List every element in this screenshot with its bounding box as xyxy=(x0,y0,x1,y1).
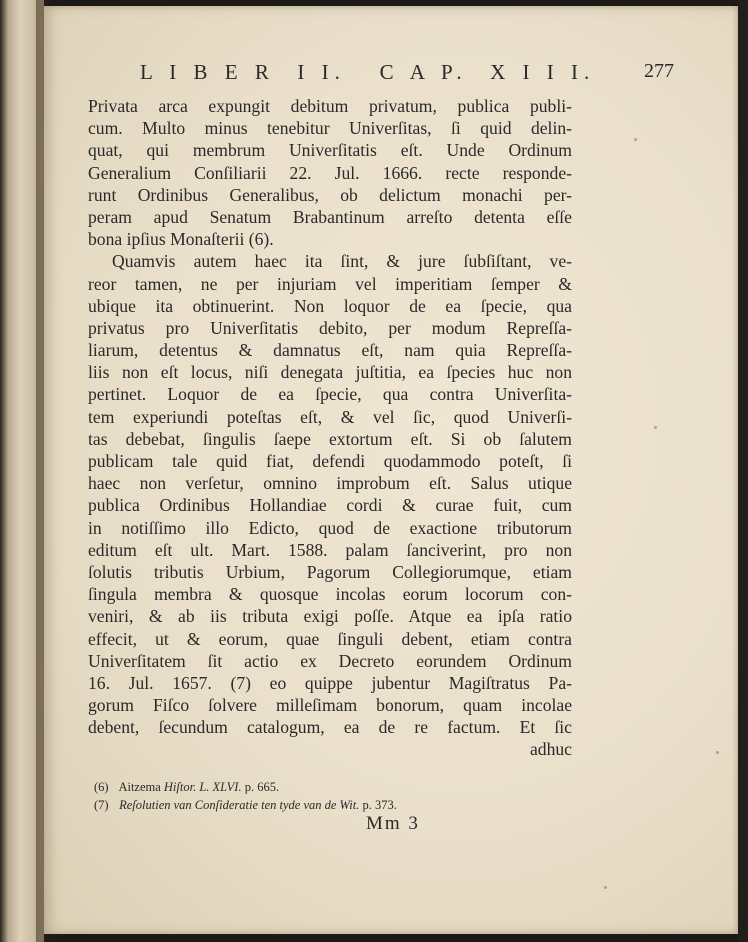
text-line: runt Ordinibus Generalibus, ob delictum monachi per- xyxy=(88,184,572,205)
text-line: veniri, & ab iis tributa exigi poſſe. Atque ea ipſa ratio xyxy=(88,606,572,627)
text-line: gorum Fiſco ſolvere milleſimam bonorum, quam incolae xyxy=(88,695,572,716)
paper-speck xyxy=(654,426,657,429)
text-line: peram apud Senatum Brabantinum arreſto detenta eſſe xyxy=(88,206,572,227)
text-line: pertinet. Loquor de ea ſpecie, qua contra Univerſita- xyxy=(88,384,572,405)
text-line: Generalium Conſiliarii 22. Jul. 1666. recte responde- xyxy=(88,162,572,183)
running-title: L I B E R I I. C A P. X I I I. xyxy=(140,60,596,84)
text-line: Univerſitatem ſit actio ex Decreto eorundem Ordinum xyxy=(88,650,572,671)
text-line: quat, qui membrum Univerſitatis eſt. Unde Ordinum xyxy=(88,140,572,161)
footnote-ref: p. 373. xyxy=(362,798,397,812)
footnote-number: (6) xyxy=(94,780,109,794)
catchword: adhuc xyxy=(529,739,572,760)
footnote-source: Reſolutien van Conſideratie ten tyde van de Wit. xyxy=(119,798,360,812)
text-line: 16. Jul. 1657. (7) eo quippe jubentur Magiſtratus Pa- xyxy=(88,672,572,693)
text-line: liis non eſt locus, niſi denegata juſtitia, ea ſpecies huc non xyxy=(88,362,572,383)
text-line: reor tamen, ne per injuriam vel imperitiam ſemper & xyxy=(88,273,572,294)
footnotes xyxy=(94,778,574,814)
running-header xyxy=(140,60,674,92)
text-line: in notiſſimo illo Edicto, quod de exactione tributorum xyxy=(88,517,572,538)
paper-speck xyxy=(716,751,719,754)
text-line: ubique ita obtinuerint. Non loquor de ea ſpecie, qua xyxy=(88,295,572,316)
text-line: tem experiundi poteſtas eſt, & vel ſic, quod Univerſi- xyxy=(88,406,572,427)
text-line: cum. Multo minus tenebitur Univerſitas, ſi quid delin- xyxy=(88,118,572,139)
paper-speck xyxy=(634,138,637,141)
text-line: tas debebat, ſingulis ſaepe extortum eſt. Si ob ſalutem xyxy=(88,428,572,449)
paper-speck xyxy=(604,886,607,889)
footnote xyxy=(94,796,574,814)
footnote-source: Hiſtor. L. XLVI. xyxy=(163,780,242,794)
text-line: editum eſt ult. Mart. 1588. palam ſanciverint, pro non xyxy=(88,539,572,560)
footnote-ref: p. 665. xyxy=(244,780,280,794)
book-page xyxy=(44,6,738,934)
footnote-author: Aitzema xyxy=(118,780,161,794)
footnote-number: (7) xyxy=(94,798,109,812)
text-line: bona ipſius Monaſterii (6). xyxy=(88,229,274,250)
text-line: debent, ſecundum catalogum, ea de re factum. Et ſic xyxy=(88,717,572,738)
right-page-edge xyxy=(738,0,748,942)
signature-mark: Mm 3 xyxy=(366,813,420,834)
text-line: publica Ordinibus Hollandiae cordi & curae fuit, cum xyxy=(88,495,572,516)
text-line: effecit, ut & eorum, quae ſinguli debent, etiam contra xyxy=(88,628,572,649)
body-text xyxy=(88,95,572,761)
text-line: liarum, detentus & damnatus eſt, nam quia Repreſſa- xyxy=(88,340,572,361)
text-line: haec non verſetur, omnino improbum eſt. Salus utique xyxy=(88,473,572,494)
text-line: privatus pro Univerſitatis debito, per modum Repreſſa- xyxy=(88,317,572,338)
footnote xyxy=(94,778,574,796)
text-line: publicam tale quid fiat, defendi quodammodo poteſt, ſi xyxy=(88,451,572,471)
page-number: 277 xyxy=(644,60,674,82)
text-line: ſolutis tributis Urbium, Pagorum Collegiorumque, etiam xyxy=(88,561,572,582)
text-line: Privata arca expungit debitum privatum, publica publi- xyxy=(88,96,572,116)
text-line: ſingula membra & quosque incolas eorum locorum con- xyxy=(88,584,572,605)
paragraph-start-line: Quamvis autem haec ita ſint, & jure ſubſiſtant, ve- xyxy=(112,251,572,272)
